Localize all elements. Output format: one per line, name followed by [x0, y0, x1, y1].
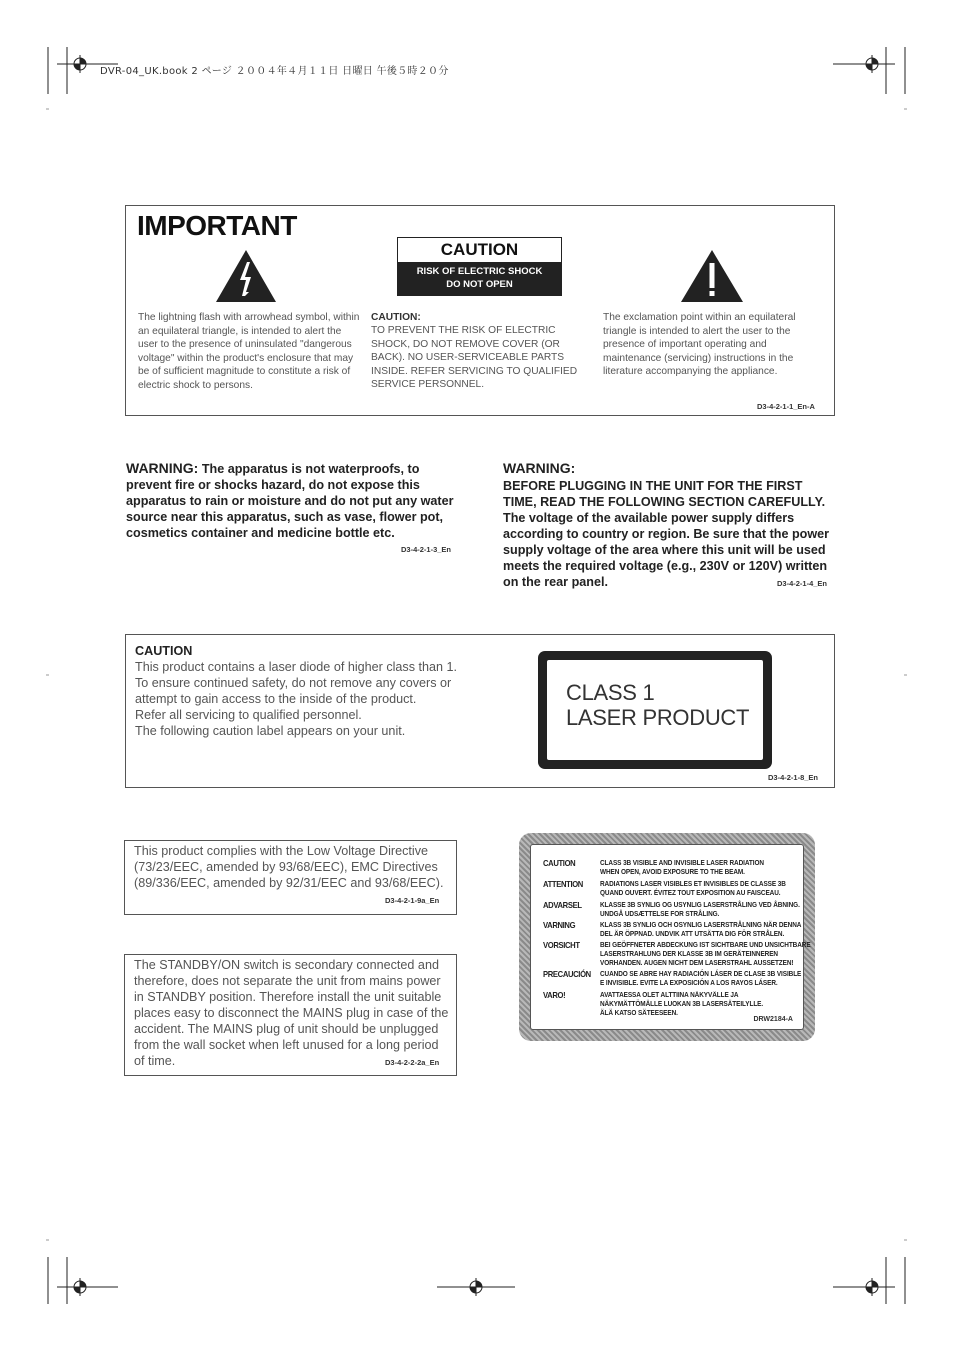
laser-code: D3-4-2-1-8_En — [768, 773, 819, 782]
standby-code: D3-4-2-2-2a_En — [385, 1058, 440, 1067]
caution-label-subtitle: RISK OF ELECTRIC SHOCK DO NOT OPEN — [398, 262, 561, 295]
lightning-warning-icon — [216, 250, 276, 302]
caution-shock-label — [397, 237, 562, 296]
laser-caution-text: This product contains a laser diode of higher class than 1. To ensure continued safety, do not remove any covers or attempt to gain access to the inside of the product. Refer all servicing to qualified personnel. The following caution label appears on your unit. — [135, 660, 458, 738]
warning-power-text: BEFORE PLUGGING IN THE UNIT FOR THE FIRST TIME, READ THE FOLLOWING SECTION CAREFULLY. The voltage of the available power supply differs according to country or region. Be sure that the power supply voltage of the area where this unit will be used meets the required voltage (e.g., 230V or 120V) written on the rear panel. — [503, 479, 830, 589]
caution-label-title: CAUTION — [398, 238, 561, 262]
laser-label-line1: CLASS 1 — [566, 680, 655, 705]
important-code: D3-4-2-1-1_En-A — [757, 402, 815, 411]
label-part-code: DRW2184-A — [753, 1016, 793, 1023]
multilanguage-laser-label: CAUTION CLASS 3B VISIBLE AND INVISIBLE LASER RADIATION WHEN OPEN, AVOID EXPOSURE TO THE BEAM. ATTENTION RADIATIONS LASER VISIBLES ET INVISIBLES DE CLASSE 3B QUAND OUVERT. ÉVITEZ TOUT EXPOSITION AU FAISCEAU. ADVARSEL KLASSE 3B SYNLIG OG USYNLIG LASERSTRÅLING VED ÅBNING. UNDGÅ UDSÆTTELSE FOR STRÅLING. VARNING KLASS 3B SYNLIG OCH OSYNLIG LASERSTRÅLNING NÄR DENNA DEL ÄR ÖPPNAD. UNDVIK ATT UTSÄTTA DIG FÖR STRÅLEN. VORSICHT BEI GEÖFFNETER ABDECKUNG IST SICHTBARE UND UNSICHTBARE LASERSTRAHLUNG DER KLASSE 3B IM GERÄTEINNEREN VORHANDEN. AUGEN NICHT DEM LASERSTRAHL AUSSETZEN! PRECAUCIÓN CUANDO SE ABRE HAY RADIACIÓN LÁSER DE CLASE 3B VISIBLE E INVISIBLE. EVITE LA EXPOSICIÓN A LOS RAYOS LÁSER. VARO! AVATTAESSA OLET ALTTIINA NÄKYVÄLLE JA NÄKYMÄTTÖMÄLLE LUOKAN 3B LASERSÄTEILYLLE. ÄLÄ KATSO SÄTEESEEN. DRW2184-A — [519, 833, 815, 1041]
warning-power-label: WARNING: — [503, 460, 576, 476]
file-header: DVR-04_UK.book 2 ページ ２００４年４月１１日 日曜日 午後５時２０分 — [100, 66, 449, 77]
directive-code: D3-4-2-1-9a_En — [385, 896, 440, 905]
caution-heading: CAUTION: — [371, 312, 421, 323]
directive-text: This product complies with the Low Voltage Directive (73/23/EEC, amended by 93/68/EEC), EMC Directives (89/336/EEC, amended by 92/31/EEC and 93/68/EEC). — [134, 844, 444, 890]
exclamation-description: The exclamation point within an equilateral triangle is intended to alert the user to the presence of important operating and maintenance (servicing) instructions in the literature accompanying the appliance. — [603, 312, 796, 378]
warning-waterproof — [126, 460, 456, 541]
warning-text: The apparatus is not waterproofs, to prevent fire or shocks hazard, do not expose this apparatus to rain or moisture and do not put any water source near this apparatus, such as vase, flower pot, cosmetics container and medicine bottle etc. — [126, 462, 454, 540]
lightning-description: The lightning flash with arrowhead symbol, within an equilateral triangle, is intended to alert the user to the presence of uninsulated "dangerous voltage" within the product's enclosure that may be of sufficient magnitude to constitute a risk of electric shock to persons. — [138, 312, 360, 391]
standby-text: The STANDBY/ON switch is secondary connected and therefore, does not separate the unit from mains power in STANDBY position. Therefore install the unit suitable places easy to disconnect the MAINS plug in case of the accident. The MAINS plug of unit should be unplugged from the wall socket when left unused for a long period of time. — [134, 958, 449, 1068]
warning-label: WARNING: — [126, 460, 199, 476]
warning-right-code: D3-4-2-1-4_En — [777, 579, 828, 588]
laser-label-line2: LASER PRODUCT — [566, 705, 750, 730]
caution-text: TO PREVENT THE RISK OF ELECTRIC SHOCK, DO NOT REMOVE COVER (OR BACK). NO USER-SERVICEABLE PARTS INSIDE. REFER SERVICING TO QUALIFIED SERVICE PERSONNEL. — [371, 325, 578, 391]
class1-laser-label — [538, 651, 772, 769]
exclamation-warning-icon — [681, 250, 743, 302]
laser-caution-heading: CAUTION — [135, 644, 193, 658]
important-title: IMPORTANT — [137, 210, 297, 241]
warning-left-code: D3-4-2-1-3_En — [401, 545, 452, 554]
